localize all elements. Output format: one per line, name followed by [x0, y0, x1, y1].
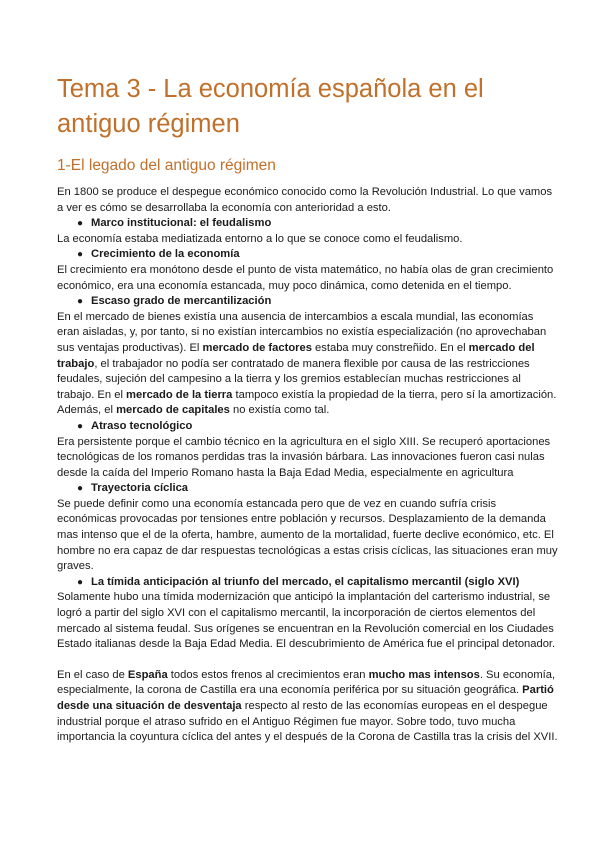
bullet-icon: ●	[77, 296, 84, 308]
paragraph-atraso: Era persistente porque el cambio técnico en la agricultura en el siglo XIII. Se recuperó aportaciones tecnológicas de los romanos perdidas tras la invasión bárbara. Las innovaciones fueron casi nulas desde la caída del Imperio Romano hasta la Baja Edad Media, especialmente en agricultura	[57, 435, 551, 479]
bullet-icon: ●	[77, 483, 84, 495]
bullet-heading-crecimiento: ● Crecimiento de la economía	[57, 247, 558, 263]
paragraph-mercantilizacion: En el mercado de bienes existía una ausencia de intercambios a escala mundial, las economías eran aisladas, y, por tanto, si no existían intercambios no existía especialización (no aprovechaban sus ventajas productivas). El mercado de factores estaba muy constreñido. En el mercado del trabajo, el trabajador no podía ser contratado de manera flexible por causa de las restricciones feudales, sujeción del campesino a la tierra y los gremios establecían muchas restricciones al trabajo. En el mercado de la tierra tampoco existía la propiedad de la tierra, pero sí la amortización. Además, el mercado de capitales no existía como tal.	[57, 310, 557, 417]
paragraph-crecimiento: El crecimiento era monótono desde el punto de vista matemático, no había olas de gran crecimiento económico, era una economía estancada, muy poco dinámica, como detenida en el tiempo.	[57, 263, 554, 292]
paragraph-capitalismo: Solamente hubo una tímida modernización que anticipó la implantación del carterismo industrial, se logró a partir del siglo XVI con el capitalismo mercantil, la incorporación de ciertos elementos del mercado al sistema feudal. Sus orígenes se encuentran en la Revolución comercial en los Ciudades Estado italianas desde la Baja Edad Media. El descubrimiento de América fue el principal detonador.	[57, 591, 556, 651]
paragraph-trayectoria: Se puede definir como una economía estancada pero que de vez en cuando sufría crisis económicas provocadas por tensiones entre población y recursos. Desplazamiento de la demanda mas intenso que el de la oferta, hambre, aumento de la mortalidad, fuerte declive económico, etc. El hombre no era capaz de dar respuestas tecnológicas a estas crisis cíclicas, las situaciones eran muy graves.	[57, 497, 558, 573]
closing-paragraph: En el caso de España todos estos frenos al crecimientos eran mucho mas intensos. Su economía, especialmente, la corona de Castilla era una economía periférica por su situación geográfica. Partió desde una situación de desventaja respecto al resto de las economías europeas en el despegue industrial porque el atraso sufrido en el Antiguo Régimen fue mayor. Sobre todo, tuvo mucha importancia la coyuntura cíclica del antes y el después de la Corona de Castilla tras la crisis del XVII.	[57, 668, 558, 744]
document-title: Tema 3 - La economía española en el antiguo régimen	[57, 75, 484, 138]
bullet-heading-trayectoria: ● Trayectoria cíclica	[57, 481, 558, 497]
bullet-icon: ●	[77, 576, 84, 588]
bullet-icon: ●	[77, 249, 84, 261]
paragraph-feudalismo: La economía estaba mediatizada entorno a lo que se conoce como el feudalismo.	[57, 232, 463, 245]
bullet-icon: ●	[77, 420, 84, 432]
bullet-heading-mercantilizacion: ● Escaso grado de mercantilización	[57, 294, 558, 310]
section-heading: 1-El legado del antiguo régimen	[57, 157, 276, 174]
intro-paragraph: En 1800 se produce el despegue económico conocido como la Revolución Industrial. Lo que vamos a ver es cómo se desarrollaba la economía con anterioridad a esto.	[57, 186, 553, 214]
bullet-heading-atraso: ● Atraso tecnológico	[57, 419, 558, 435]
bullet-heading-capitalismo: ● La tímida anticipación al triunfo del mercado, el capitalismo mercantil (siglo XVI)	[57, 575, 558, 591]
bullet-heading-feudalismo: ● Marco institucional: el feudalismo	[57, 216, 558, 232]
bullet-icon: ●	[77, 218, 84, 230]
